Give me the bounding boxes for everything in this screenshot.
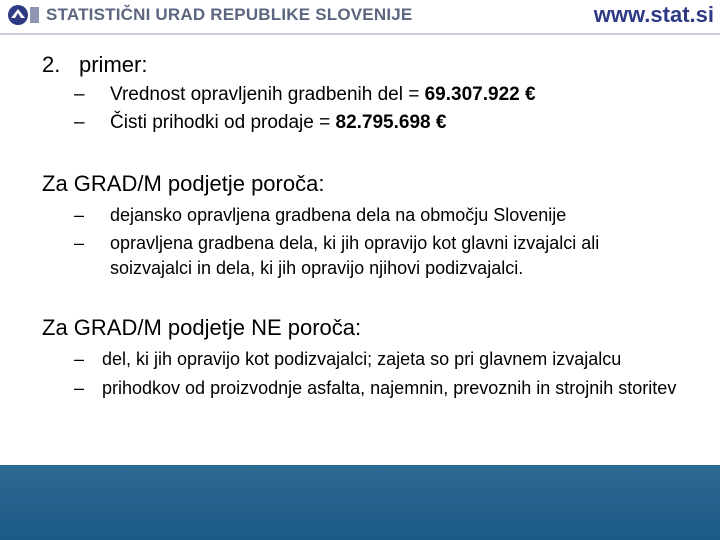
item-text: del, ki jih opravijo kot podizvajalci; zajeta so pri glavnem izvajalcu <box>102 349 622 369</box>
item-label: Vrednost opravljenih gradbenih del = <box>110 84 425 105</box>
item-value: 82.795.698 € <box>335 112 447 133</box>
sors-logo-icon <box>6 3 42 27</box>
example-number: 2. <box>42 52 61 77</box>
bullet-dash: – <box>74 378 85 398</box>
bullet-dash: – <box>74 205 85 225</box>
item-text: dejansko opravljena gradbena dela na območju Slovenije <box>110 205 567 225</box>
bullet-dash: – <box>74 84 85 105</box>
bullet-dash: – <box>74 112 85 133</box>
section-heading-reports: Za GRAD/M podjetje poroča: <box>42 171 325 196</box>
header-divider <box>0 33 720 35</box>
item-value: 69.307.922 € <box>424 84 536 105</box>
section-heading-not-reports: Za GRAD/M podjetje NE poroča: <box>42 315 362 340</box>
bullet-dash: – <box>74 349 85 369</box>
item-text: prihodkov od proizvodnje asfalta, najemnin, prevoznih in strojnih storitev <box>102 378 677 398</box>
example-title <box>42 52 147 78</box>
bullet-dash: – <box>74 233 85 253</box>
slide-header <box>0 0 720 32</box>
item-text: opravljena gradbena dela, ki jih opravijo kot glavni izvajalci ali soizvajalci in dela, ki jih opravijo njihovi podizvajalci. <box>110 233 600 278</box>
footer-bar <box>0 465 720 540</box>
example-label: primer: <box>79 52 148 77</box>
item-label: Čisti prihodki od prodaje = <box>110 112 336 133</box>
organization-name: STATISTIČNI URAD REPUBLIKE SLOVENIJE <box>46 5 413 24</box>
website-url: www.stat.si <box>593 2 714 27</box>
